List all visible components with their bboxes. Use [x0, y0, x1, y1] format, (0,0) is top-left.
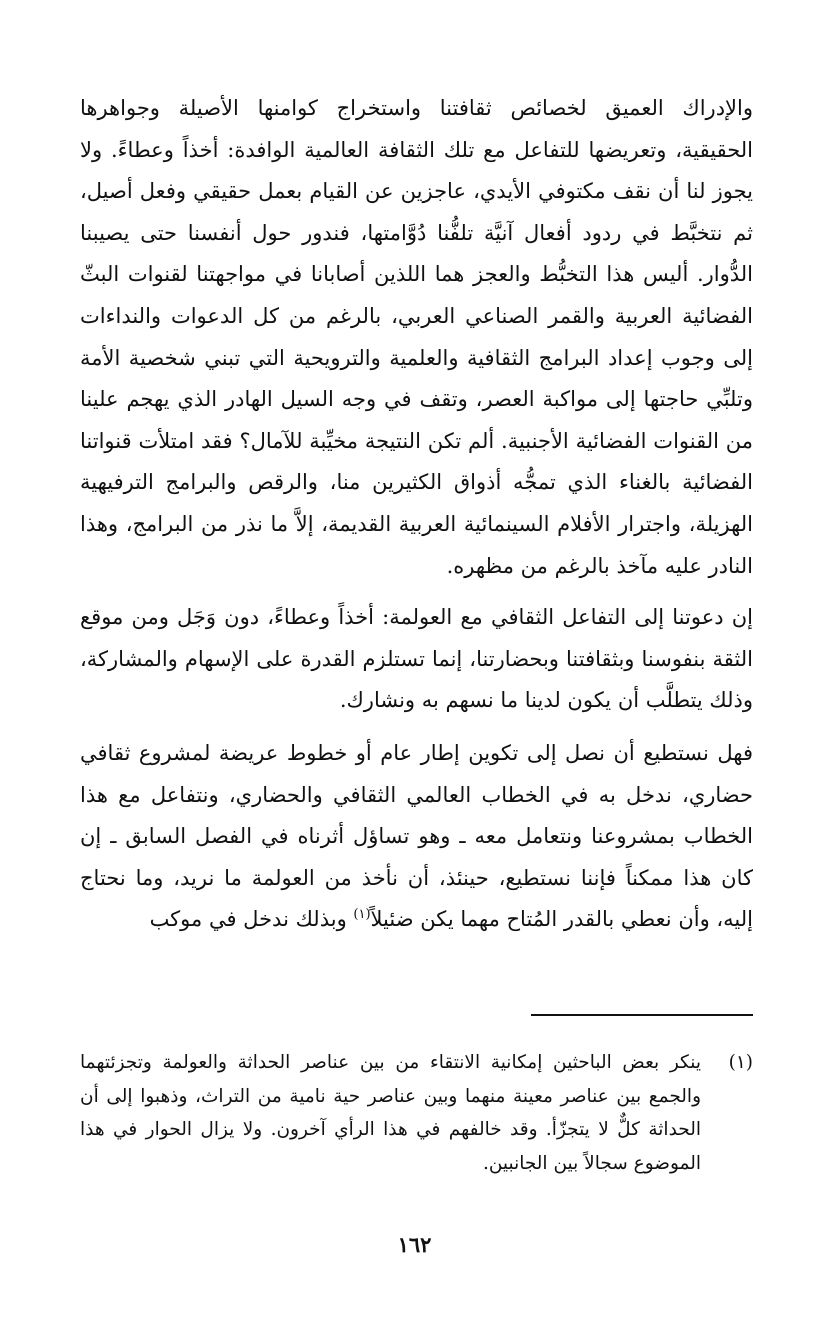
- footnote: [80, 1046, 753, 1180]
- footnote-text: ينكر بعض الباحثين إمكانية الانتقاء من بين عناصر الحداثة والعولمة وتجزئتهما والجمع بين عناصر معينة منهما وبين عناصر حية نامية من التراث، وذهبوا إلى أن الحداثة كلٌّ لا يتجزّأ. وقد خالفهم في هذا الرأي آخرون. ولا يزال الحوار في هذا الموضوع سجالاً بين الجانبين.: [80, 1052, 701, 1174]
- paragraph-3: [80, 733, 753, 941]
- footnote-number: (١): [728, 1052, 753, 1073]
- paragraph-3-tail: وبذلك ندخل في موكب: [149, 907, 354, 932]
- page-body: [80, 88, 753, 941]
- paragraph-3-text: فهل نستطيع أن نصل إلى تكوين إطار عام أو خطوط عريضة لمشروع ثقافي حضاري، ندخل به في الخطاب العالمي الثقافي والحضاري، ونتفاعل مع هذا الخطاب بمشروعنا ونتعامل معه ـ وهو تساؤل أثرناه في الفصل السابق ـ إن كان هذا ممكناً فإننا نستطيع، حينئذ، أن نأخذ من العولمة ما نريد، وما نحتاج إليه، وأن نعطي بالقدر المُتاح مهما يكن ضئيلاً: [80, 740, 753, 932]
- footnote-reference[interactable]: (١): [353, 907, 371, 923]
- page-number: ١٦٢: [397, 1232, 432, 1257]
- footnote-divider: [531, 1014, 753, 1016]
- paragraph-2: إن دعوتنا إلى التفاعل الثقافي مع العولمة: أخذاً وعطاءً، دون وَجَل ومن موقع الثقة بنفوسنا وبثقافتنا وبحضارتنا، إنما تستلزم القدرة على الإسهام والمشاركة، وذلك يتطلَّب أن يكون لدينا ما نسهم به ونشارك.: [80, 605, 753, 713]
- paragraph-1: والإدراك العميق لخصائص ثقافتنا واستخراج كوامنها الأصيلة وجواهرها الحقيقية، وتعريضها للتفاعل مع تلك الثقافة العالمية الوافدة: أخذاً وعطاءً. ولا يجوز لنا أن نقف مكتوفي الأيدي، عاجزين عن القيام بعمل حقيقي وفعل أصيل، ثم نتخبَّط في ردود أفعال آنيَّة تلفُّنا دُوَّامتها، فندور حول أنفسنا حتى يصيبنا الدُّوار. أليس هذا التخبُّط والعجز هما اللذين أصابانا في مواجهتنا لقنوات البثّ الفضائية العربية والقمر الصناعي العربي، بالرغم من كل الدعوات والنداءات إلى وجوب إعداد البرامج الثقافية والعلمية والترويحية التي تبني شخصية الأمة وتلبِّي حاجتها إلى مواكبة العصر، وتقف في وجه السيل الهادر الذي يهجم علينا من القنوات الفضائية الأجنبية. ألم تكن النتيجة مخيِّبة للآمال؟ فقد امتلأت قنواتنا الفضائية بالغناء الذي تمجُّه أذواق الكثيرين منا، والرقص والبرامج الترفيهية الهزيلة، واجترار الأفلام السينمائية العربية القديمة، إلاَّ ما نذر من البرامج، وهذا النادر عليه مآخذ بالرغم من مظهره.: [80, 96, 753, 578]
